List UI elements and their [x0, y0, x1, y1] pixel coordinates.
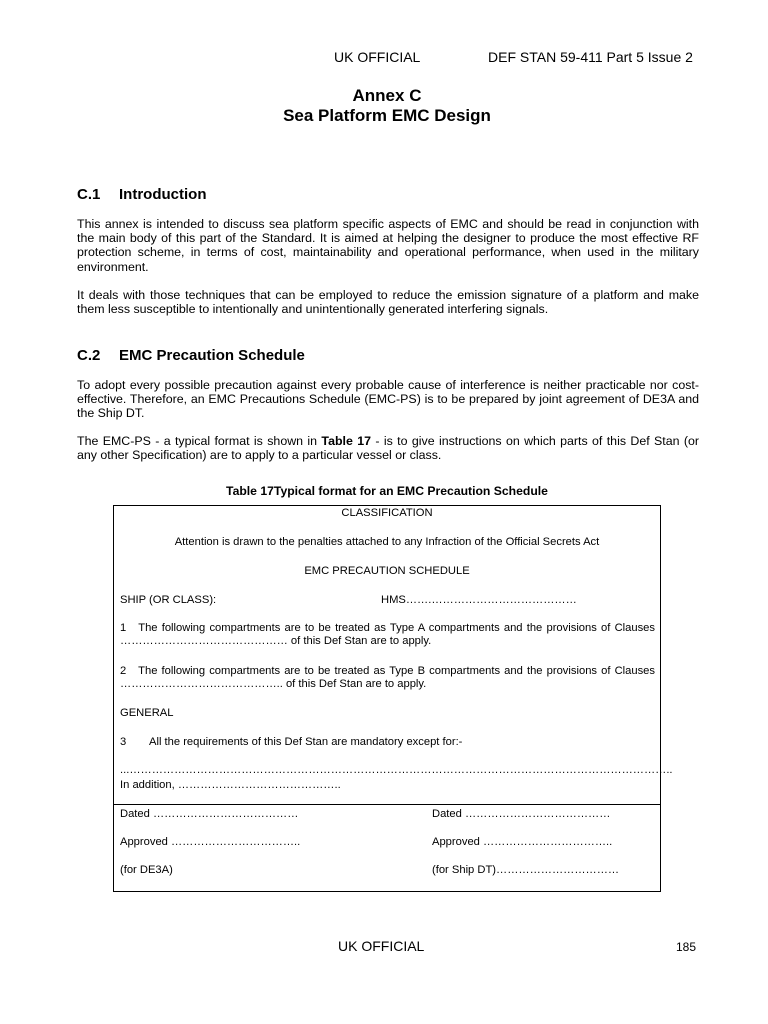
section-c2-paragraph-1: To adopt every possible precaution against every probable cause of interference is neither practicable nor cost-effective. Therefore, an EMC Precautions Schedule (EMC-PS) is to be prepared by joint agreement of DE3A and the Ship DT. — [77, 378, 699, 421]
form-item-3-number: 3 — [120, 736, 127, 748]
section-c1-paragraph-1: This annex is intended to discuss sea platform specific aspects of EMC and should be read in conjunction with the main body of this part of the Standard. It is aimed at helping the designer to produce the most effective RF protection scheme, in terms of cost, maintainability and operational performance, when used in the military environment. — [77, 217, 699, 274]
emc-precaution-schedule-form — [113, 505, 661, 892]
table-17-reference: Table 17 — [321, 434, 372, 448]
section-c1-number: C.1 — [77, 186, 101, 203]
exceptions-dotted-line: ...……………………………………………………………………………………………………………………………….. — [120, 764, 673, 776]
form-item-3-text: All the requirements of this Def Stan are mandatory except for:- — [149, 736, 463, 748]
general-heading: GENERAL — [120, 707, 174, 719]
ship-dt-approved: Approved …………………………….. — [432, 836, 613, 848]
section-c1-paragraph-2: It deals with those techniques that can be employed to reduce the emission signature of a platform and make them less susceptible to intentionally and unintentionally generated interfering signals. — [77, 288, 699, 317]
item-text: The following compartments are to be treated as Type A compartments and the provisions of Clauses ……………………………………… of this Def Stan are to apply. — [120, 622, 655, 648]
item-text: The following compartments are to be treated as Type B compartments and the provisions of Clauses …………………………………….. of this Def Stan are to apply. — [120, 665, 655, 691]
annex-title: Annex C — [352, 86, 422, 105]
paragraph-text: - is to give instructions on which parts of this Def Stan (or any other Specification) are to apply to a particular vessel or class. — [77, 434, 699, 463]
page-number: 185 — [676, 940, 697, 954]
footer-classification: UK OFFICIAL — [338, 938, 425, 954]
paragraph-text: The EMC-PS - a typical format is shown in — [77, 434, 322, 448]
de3a-dated: Dated ………………………………… — [120, 808, 299, 820]
hms-field: HMS…….………………………………… — [381, 594, 577, 606]
table-caption: Table 17Typical format for an EMC Precaution Schedule — [226, 484, 548, 498]
section-c2-title: EMC Precaution Schedule — [119, 347, 305, 364]
ship-dt-label: (for Ship DT)…………………………… — [432, 864, 620, 876]
form-schedule-title: EMC PRECAUTION SCHEDULE — [304, 565, 470, 577]
form-item-2 — [120, 665, 655, 692]
item-number: 2 — [120, 665, 127, 677]
section-c2-heading — [77, 347, 305, 364]
annex-subtitle: Sea Platform EMC Design — [283, 106, 491, 125]
section-c2-paragraph-2 — [77, 434, 699, 462]
ship-dt-dated: Dated ………………………………… — [432, 808, 611, 820]
section-c1-heading — [77, 186, 206, 203]
de3a-label: (for DE3A) — [120, 864, 173, 876]
form-item-1 — [120, 622, 655, 649]
item-number: 1 — [120, 622, 127, 634]
form-divider — [113, 804, 661, 805]
section-c1-title: Introduction — [119, 186, 207, 203]
section-c2-number: C.2 — [77, 347, 101, 364]
form-attention-notice: Attention is drawn to the penalties attached to any Infraction of the Official Secrets Act — [174, 536, 600, 548]
ship-class-label: SHIP (OR CLASS): — [120, 594, 217, 606]
form-classification: CLASSIFICATION — [341, 507, 433, 519]
in-addition-line: In addition, …………………………………….. — [120, 779, 341, 791]
header-doc-reference: DEF STAN 59-411 Part 5 Issue 2 — [488, 49, 693, 65]
header-classification: UK OFFICIAL — [334, 49, 421, 65]
de3a-approved: Approved …………………………….. — [120, 836, 301, 848]
